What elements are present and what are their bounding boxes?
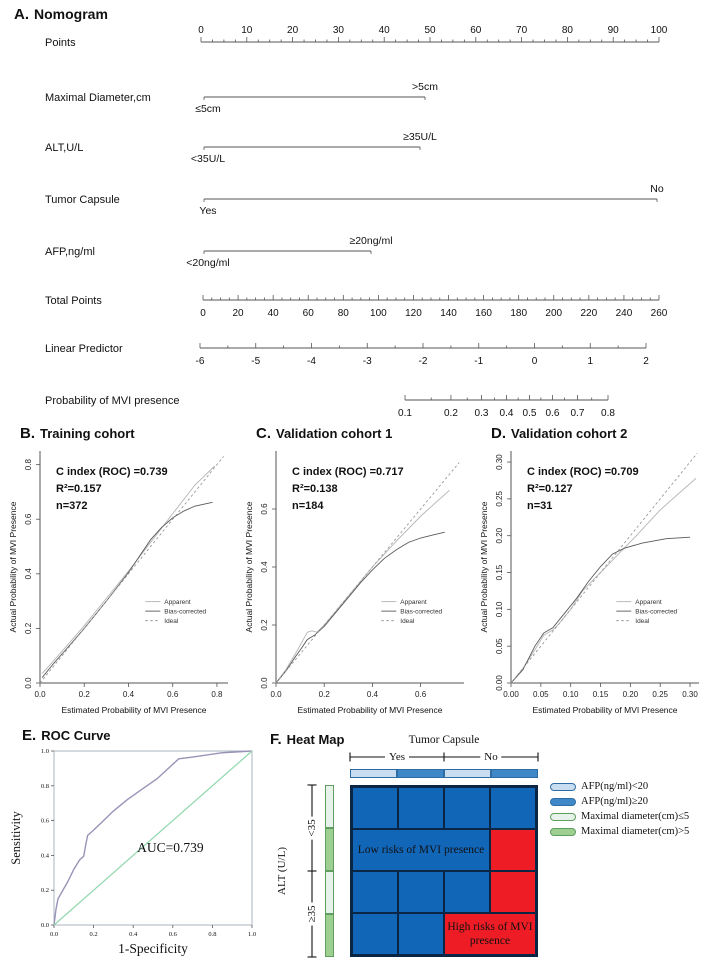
chart-text: Probability of MVI presence: [45, 395, 180, 407]
chart-text: Actual Probability of MVI Presence: [479, 501, 489, 633]
chart-text: Bias-corrected: [400, 608, 443, 616]
heatmap-cell: [352, 871, 398, 913]
heatmap-top-group-label: No: [480, 751, 501, 763]
chart-text: ALT,U/L: [45, 142, 84, 154]
chart-text: 20: [287, 25, 299, 36]
heatmap-cell: [352, 913, 398, 955]
chart-text: 60: [470, 25, 482, 36]
chart-text: -2: [418, 356, 428, 367]
chart-text: 0.25: [495, 491, 504, 507]
chart-text: 0.4: [40, 852, 49, 860]
chart-text: Sensitivity: [9, 811, 23, 865]
chart-text: 0.8: [208, 931, 217, 938]
chart-text: 0.6: [545, 408, 560, 419]
chart-text: 1-Specificity: [118, 941, 188, 956]
chart-text: 0.00: [495, 675, 504, 691]
heatmap-column-strip-segment: [350, 769, 397, 778]
chart-text: C index (ROC) =0.717: [292, 466, 404, 478]
chart-text: 0.6: [260, 503, 269, 515]
chart-text: ≥35U/L: [403, 131, 437, 143]
heatmap-cell: [490, 787, 536, 829]
chart-text: 0.2: [78, 690, 90, 699]
panel-header: [6, 425, 238, 445]
chart-text: Maximal Diameter,cm: [45, 92, 151, 104]
chart-text: 0.7: [570, 408, 585, 419]
chart-text: 0.0: [49, 931, 59, 938]
chart-text: 0.1: [398, 408, 412, 419]
heatmap-left-group-label: <35: [306, 816, 318, 839]
chart-text: 80: [337, 308, 349, 319]
panel-header: [477, 425, 704, 445]
calibration-plot-training: [6, 445, 236, 723]
chart-text: Total Points: [45, 295, 102, 307]
chart-text: 0.10: [495, 601, 504, 618]
chart-text: 0.2: [89, 931, 98, 938]
chart-text: 0.4: [366, 690, 378, 699]
chart-text: Apparent: [400, 599, 427, 607]
legend-swatch-afp_high: [550, 798, 576, 806]
chart-text: 160: [475, 308, 492, 319]
chart-text: Apparent: [164, 599, 191, 607]
chart-text: 240: [615, 308, 633, 319]
chart-text: 1.0: [40, 748, 49, 755]
chart-mark: [42, 466, 215, 673]
heatmap-row-strip-segment: [325, 914, 334, 957]
heatmap-legend-item: [550, 826, 689, 837]
heatmap-legend-item: [550, 781, 648, 792]
chart-text: 0.10: [562, 690, 579, 699]
chart-text: Actual Probability of MVI Presence: [244, 501, 254, 633]
heatmap-cell: [352, 787, 398, 829]
chart-text: 0.4: [499, 408, 514, 419]
chart-text: Tumor Capsule: [45, 194, 120, 206]
chart-text: 0.6: [415, 690, 427, 699]
chart-text: 90: [607, 25, 619, 36]
chart-text: 0.0: [24, 677, 33, 689]
chart-text: Linear Predictor: [45, 343, 123, 355]
chart-text: 0.5: [522, 408, 537, 419]
heatmap-cell: [398, 787, 444, 829]
panel-heat-map: [266, 727, 704, 964]
chart-text: 0.15: [592, 690, 609, 699]
chart-mark: [276, 490, 450, 683]
chart-text: ≥20ng/ml: [349, 235, 393, 247]
legend-label: AFP(ng/ml)<20: [581, 781, 649, 792]
chart-text: 0.6: [167, 690, 179, 699]
chart-text: n=372: [56, 500, 88, 512]
chart-text: 180: [510, 308, 528, 319]
legend-label: AFP(ng/ml)≥20: [581, 796, 649, 807]
chart-text: -1: [474, 356, 484, 367]
chart-mark: [276, 532, 445, 683]
panel-letter: E.: [22, 727, 37, 744]
chart-text: 0.25: [652, 690, 668, 699]
chart-text: 220: [580, 308, 598, 319]
heatmap-cell: [398, 913, 444, 955]
panel-letter: F.: [270, 731, 282, 748]
chart-text: No: [650, 183, 664, 195]
chart-text: -4: [307, 356, 316, 367]
chart-text: 0.20: [622, 690, 639, 699]
heatmap-cell: [444, 871, 490, 913]
chart-text: n=184: [292, 500, 324, 512]
chart-text: <20ng/ml: [186, 257, 230, 269]
heatmap-column-strip-segment: [491, 769, 538, 778]
panel-title: Nomogram: [34, 6, 108, 22]
chart-text: 0: [531, 356, 538, 367]
chart-text: 60: [302, 308, 314, 319]
chart-text: R²=0.157: [56, 483, 102, 495]
legend-swatch-dia_low: [550, 813, 576, 821]
panel-validation-cohort-1: [242, 425, 474, 725]
panel-nomogram: [0, 0, 704, 425]
chart-text: 0.30: [682, 690, 698, 699]
chart-text: 10: [241, 25, 253, 36]
chart-text: 1: [587, 356, 594, 367]
heatmap-cell: [490, 829, 536, 871]
heatmap-cell: [398, 871, 444, 913]
heatmap-column-strip-segment: [397, 769, 444, 778]
heatmap-row-strip-segment: [325, 871, 334, 914]
chart-text: 0.20: [495, 527, 504, 544]
chart-text: 100: [650, 25, 668, 36]
chart-text: 0.8: [40, 782, 49, 790]
chart-text: n=31: [527, 500, 553, 512]
heatmap-legend-item: [550, 796, 648, 807]
chart-text: R²=0.138: [292, 483, 338, 495]
chart-text: C index (ROC) =0.739: [56, 466, 168, 478]
chart-text: 0.8: [211, 690, 223, 699]
panel-roc-curve: [6, 727, 268, 964]
panel-validation-cohort-2: [477, 425, 704, 725]
panel-header: [6, 727, 268, 747]
chart-text: 0.6: [40, 817, 49, 825]
heatmap-risk-cell: High risks of MVI presence: [444, 913, 536, 955]
heatmap-left-group-label: ≥35: [306, 902, 318, 925]
chart-text: 0: [200, 308, 206, 319]
chart-text: 50: [424, 25, 436, 36]
calibration-plot-validation-1: [242, 445, 472, 723]
heatmap-top-axis-title: Tumor Capsule: [408, 734, 480, 746]
chart-text: 0.2: [260, 619, 269, 631]
chart-text: 100: [370, 308, 387, 319]
chart-text: 0.8: [24, 459, 33, 471]
chart-text: AUC=0.739: [137, 839, 204, 855]
chart-text: -5: [251, 356, 261, 367]
chart-text: Estimated Probability of MVI Presence: [61, 705, 207, 715]
chart-text: 0.4: [122, 690, 135, 699]
panel-letter: A.: [14, 6, 29, 23]
panel-title: Validation cohort 1: [276, 426, 393, 441]
chart-text: 40: [378, 25, 390, 36]
heatmap-legend-item: [550, 811, 689, 822]
panel-letter: C.: [256, 425, 271, 442]
calibration-plot-validation-2: [477, 445, 704, 723]
chart-text: >5cm: [412, 81, 438, 93]
chart-text: 0.3: [474, 408, 489, 419]
heatmap-cell: [444, 787, 490, 829]
chart-text: 80: [561, 25, 573, 36]
chart-text: -6: [195, 356, 205, 367]
chart-text: Apparent: [635, 599, 662, 607]
chart-text: 2: [643, 356, 649, 367]
heatmap-top-group-label: Yes: [385, 751, 409, 763]
chart-text: 40: [267, 308, 279, 319]
heatmap-column-strip-segment: [444, 769, 491, 778]
panel-title: Heat Map: [286, 732, 345, 747]
chart-text: C index (ROC) =0.709: [527, 466, 639, 478]
chart-text: 20: [232, 308, 244, 319]
chart-text: 0.6: [168, 931, 177, 938]
panel-title: Training cohort: [40, 426, 135, 441]
heatmap-row-strip-segment: [325, 785, 334, 828]
chart-text: Bias-corrected: [635, 608, 678, 616]
legend-swatch-dia_high: [550, 828, 576, 836]
chart-mark: [54, 751, 252, 925]
heatmap-risk-cell: Low risks of MVI presence: [352, 829, 490, 871]
chart-mark: [42, 502, 212, 677]
panel-title: Validation cohort 2: [511, 426, 628, 441]
chart-text: Ideal: [400, 618, 415, 626]
legend-label: Maximal diameter(cm)≤5: [581, 811, 690, 822]
chart-text: 0.00: [503, 690, 519, 699]
panel-letter: D.: [491, 425, 506, 442]
chart-text: Points: [45, 37, 76, 49]
chart-text: 260: [650, 308, 668, 319]
chart-text: 0.15: [495, 564, 504, 581]
chart-text: Bias-corrected: [164, 608, 207, 616]
chart-text: 0.4: [24, 568, 33, 580]
panel-training-cohort: [6, 425, 238, 725]
chart-text: 0.2: [443, 408, 458, 419]
chart-text: 70: [516, 25, 528, 36]
chart-text: 0.4: [129, 931, 138, 938]
heatmap-left-axis-title: ALT (U/L): [276, 847, 288, 895]
chart-text: 0: [198, 25, 204, 36]
heatmap-grid: [350, 785, 538, 957]
chart-text: 1.0: [247, 931, 257, 938]
chart-text: Yes: [199, 205, 217, 217]
legend-label: Maximal diameter(cm)>5: [581, 826, 690, 837]
heatmap: [266, 727, 704, 964]
chart-text: 0.8: [601, 408, 615, 419]
chart-text: 200: [545, 308, 563, 319]
nomogram-chart: [0, 0, 704, 425]
heatmap-cell: [490, 871, 536, 913]
panel-header: [270, 731, 344, 748]
chart-text: ≤5cm: [195, 103, 221, 115]
chart-text: 0.2: [318, 690, 330, 699]
chart-text: 30: [332, 25, 344, 36]
panel-header: [242, 425, 474, 445]
chart-text: -3: [362, 356, 372, 367]
chart-text: Estimated Probability of MVI Presence: [297, 705, 443, 715]
chart-text: 140: [440, 308, 457, 319]
chart-text: 0.2: [24, 622, 33, 634]
chart-text: Actual Probability of MVI Presence: [8, 501, 18, 633]
roc-plot: [6, 747, 268, 961]
chart-text: R²=0.127: [527, 483, 573, 495]
chart-text: 0.0: [270, 690, 282, 699]
chart-text: 0.05: [495, 638, 504, 654]
chart-text: 120: [405, 308, 422, 319]
chart-text: <35U/L: [190, 153, 226, 165]
chart-text: 0.6: [24, 513, 33, 525]
chart-text: 0.4: [260, 561, 269, 573]
chart-text: Ideal: [164, 618, 179, 626]
panel-letter: B.: [20, 425, 35, 442]
chart-text: 0.0: [40, 922, 49, 929]
chart-text: Estimated Probability of MVI Presence: [532, 705, 678, 715]
chart-text: 0.05: [533, 690, 549, 699]
chart-text: 0.0: [34, 690, 46, 699]
legend-swatch-afp_low: [550, 783, 576, 791]
chart-text: 0.30: [495, 454, 504, 470]
chart-text: Ideal: [635, 618, 650, 626]
panel-title: ROC Curve: [41, 728, 111, 743]
heatmap-row-strip-segment: [325, 828, 334, 871]
chart-text: 0.2: [40, 887, 49, 895]
chart-text: 0.0: [260, 677, 269, 689]
chart-text: AFP,ng/ml: [45, 246, 95, 258]
